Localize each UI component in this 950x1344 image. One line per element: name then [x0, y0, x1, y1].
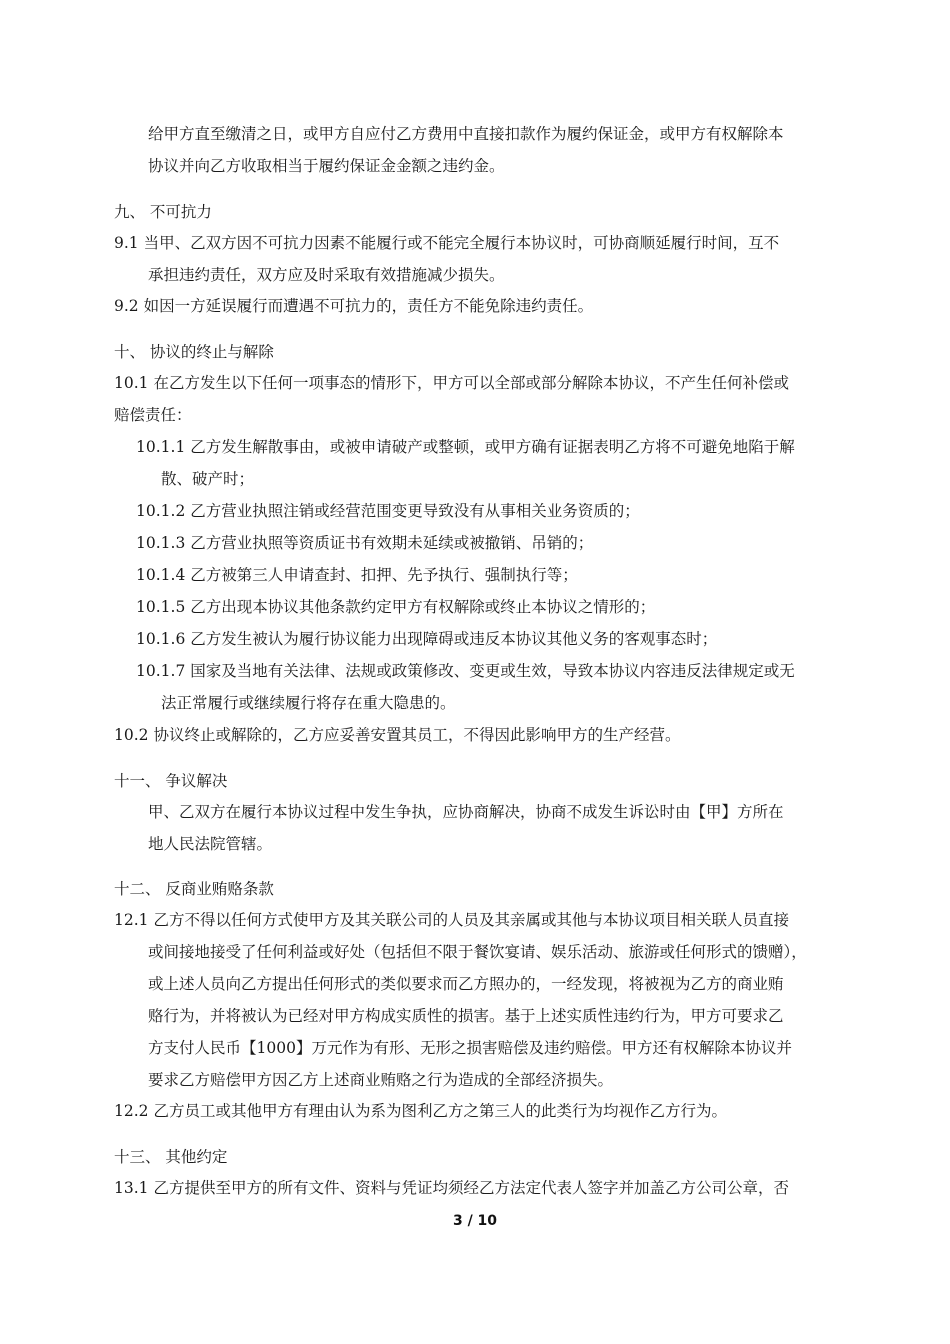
paragraph-line: 甲、乙双方在履行本协议过程中发生争执，应协商解决，协商不成发生诉讼时由【甲】方所在 — [148, 803, 784, 821]
paragraph-line: 10.1.4 乙方被第三人申请查封、扣押、先予执行、强制执行等； — [136, 566, 578, 584]
paragraph-line: 地人民法院管辖。 — [148, 835, 273, 853]
paragraph-line: 承担违约责任，双方应及时采取有效措施减少损失。 — [148, 266, 505, 284]
paragraph-line: 或间接地接受了任何利益或好处（包括但不限于餐饮宴请、娱乐活动、旅游或任何形式的馈赠）， — [148, 943, 807, 961]
section-heading: 十二、 反商业贿赂条款 — [114, 880, 274, 898]
paragraph-line: 赔偿责任： — [114, 406, 192, 424]
paragraph-line: 10.1.1 乙方发生解散事由，或被申请破产或整顿，或甲方确有证据表明乙方将不可避免地陷于解 — [136, 438, 795, 456]
section-heading: 十、 协议的终止与解除 — [114, 343, 274, 361]
section-heading: 十一、 争议解决 — [114, 772, 228, 790]
paragraph-line: 9.2 如因一方延误履行而遭遇不可抗力的，责任方不能免除违约责任。 — [114, 297, 594, 315]
paragraph-line: 9.1 当甲、乙双方因不可抗力因素不能履行或不能完全履行本协议时，可协商顺延履行时间，互不 — [114, 234, 780, 252]
paragraph-line: 法正常履行或继续履行将存在重大隐患的。 — [161, 694, 456, 712]
paragraph-line: 或上述人员向乙方提出任何形式的类似要求而乙方照办的，一经发现，将被视为乙方的商业贿 — [148, 975, 784, 993]
page-number: 3 / 10 — [452, 1213, 498, 1229]
paragraph-line: 10.1.5 乙方出现本协议其他条款约定甲方有权解除或终止本协议之情形的； — [136, 598, 656, 616]
paragraph-line: 10.1.7 国家及当地有关法律、法规或政策修改、变更或生效，导致本协议内容违反法律规定或无 — [136, 662, 795, 680]
paragraph-line: 给甲方直至缴清之日，或甲方自应付乙方费用中直接扣款作为履约保证金，或甲方有权解除本 — [148, 125, 784, 143]
paragraph-line: 散、破产时； — [161, 470, 255, 488]
paragraph-line: 10.1.3 乙方营业执照等资质证书有效期未延续或被撤销、吊销的； — [136, 534, 594, 552]
paragraph-line: 方支付人民币【1000】万元作为有形、无形之损害赔偿及违约赔偿。甲方还有权解除本协议并 — [148, 1039, 792, 1057]
paragraph-line: 12.2 乙方员工或其他甲方有理由认为系为图利乙方之第三人的此类行为均视作乙方行为。 — [114, 1102, 727, 1120]
paragraph-line: 要求乙方赔偿甲方因乙方上述商业贿赂之行为造成的全部经济损失。 — [148, 1071, 614, 1089]
paragraph-line: 10.1.6 乙方发生被认为履行协议能力出现障碍或违反本协议其他义务的客观事态时； — [136, 630, 718, 648]
paragraph-line: 10.1.2 乙方营业执照注销或经营范围变更导致没有从事相关业务资质的； — [136, 502, 640, 520]
paragraph-line: 13.1 乙方提供至甲方的所有文件、资料与凭证均须经乙方法定代表人签字并加盖乙方公司公章，否 — [114, 1179, 789, 1197]
section-heading: 十三、 其他约定 — [114, 1148, 228, 1166]
paragraph-line: 10.2 协议终止或解除的，乙方应妥善安置其员工，不得因此影响甲方的生产经营。 — [114, 726, 681, 744]
section-heading: 九、 不可抗力 — [114, 203, 212, 221]
paragraph-line: 赂行为，并将被认为已经对甲方构成实质性的损害。基于上述实质性违约行为，甲方可要求乙 — [148, 1007, 784, 1025]
paragraph-line: 12.1 乙方不得以任何方式使甲方及其关联公司的人员及其亲属或其他与本协议项目相关联人员直接 — [114, 911, 789, 929]
paragraph-line: 10.1 在乙方发生以下任何一项事态的情形下，甲方可以全部或部分解除本协议，不产生任何补偿或 — [114, 374, 789, 392]
paragraph-line: 协议并向乙方收取相当于履约保证金金额之违约金。 — [148, 157, 505, 175]
